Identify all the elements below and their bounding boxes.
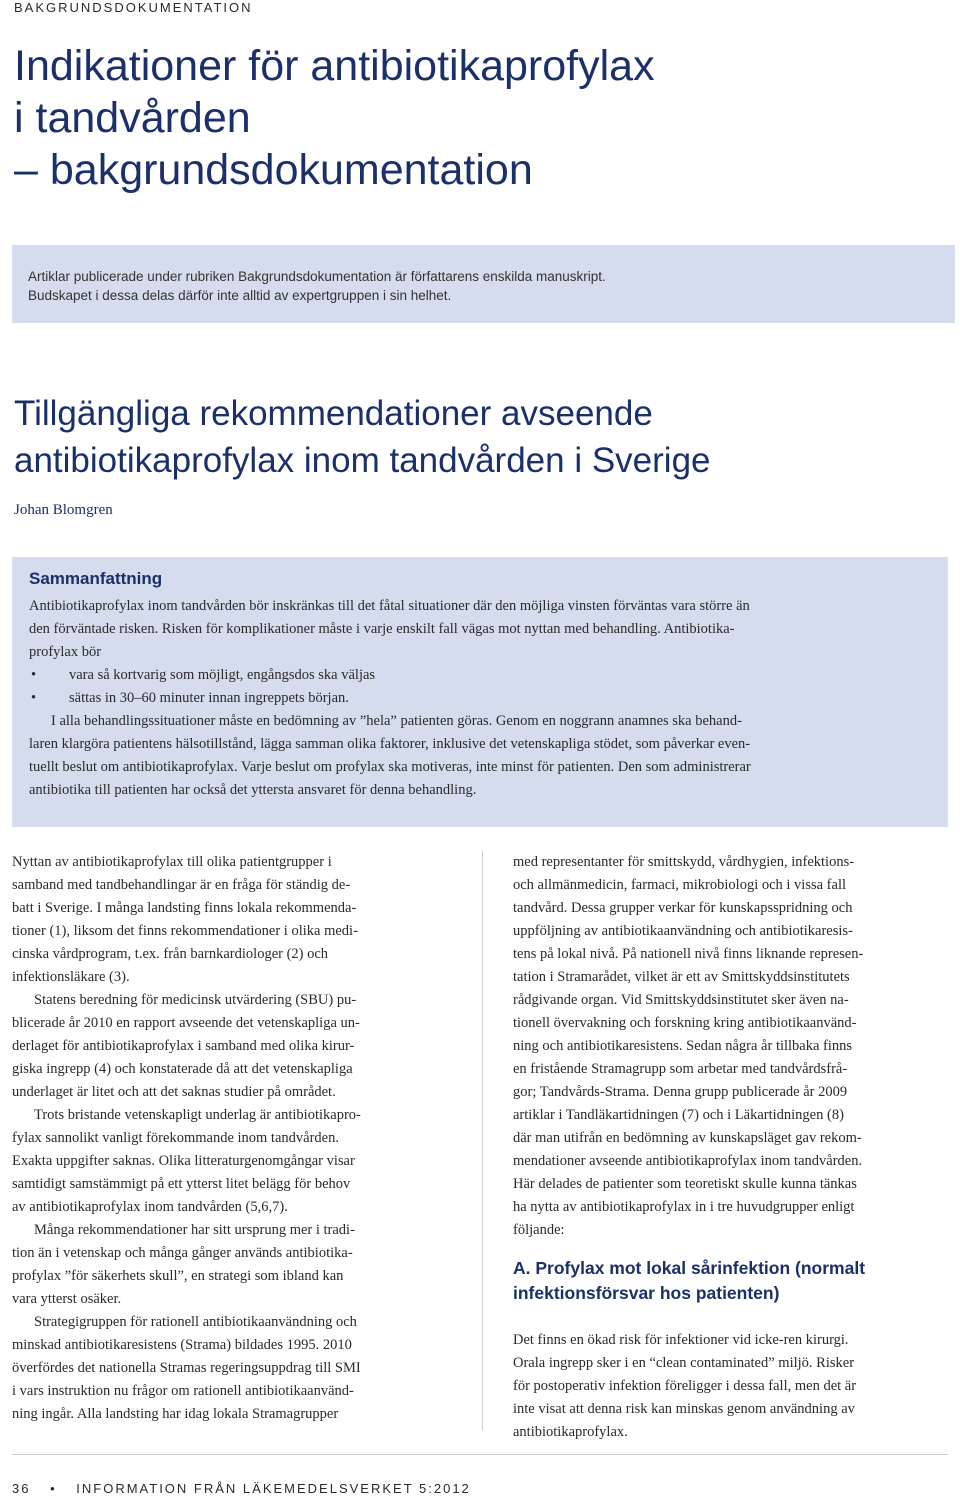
body-line: samtidigt samstämmigt på ett ytterst litet belägg för behov xyxy=(12,1176,351,1192)
body-line: cinska vårdprogram, t.ex. från barnkardiologer (2) och xyxy=(12,946,329,962)
body-line: Många rekommendationer har sitt ursprung mer i tradi- xyxy=(34,1222,355,1238)
summary-line: tuellt beslut om antibiotikaprofylax. Varje beslut om profylax ska motiveras, inte minst för patienten. Den som administrerar xyxy=(29,759,751,775)
body-line: Nyttan av antibiotikaprofylax till olika patientgrupper i xyxy=(12,854,332,870)
summary-line: I alla behandlingssituationer måste en bedömning av ”hela” patienten göras. Genom en noggrann anamnes ska behand- xyxy=(51,713,742,729)
publication-name: INFORMATION FRÅN LÄKEMEDELSVERKET 5:2012 xyxy=(76,1481,471,1496)
body-line: följande: xyxy=(513,1222,565,1238)
body-line: inte visat att denna risk kan minskas genom användning av xyxy=(513,1401,855,1418)
body-line: tation i Stramarådet, vilket är ett av Smittskyddsinstitutets xyxy=(513,969,850,985)
column-divider xyxy=(482,851,483,1431)
body-line: uppföljning av antibiotikaanvändning och antibiotikaresis- xyxy=(513,923,853,939)
body-line: av antibiotikaprofylax inom tandvården (5,6,7). xyxy=(12,1199,288,1215)
body-line: Här delades de patienter som teoretiskt skulle kunna tänkas xyxy=(513,1176,857,1192)
article-title-line: Tillgängliga rekommendationer avseende xyxy=(14,394,653,433)
body-line: vara ytterst osäker. xyxy=(12,1291,122,1307)
body-line: gor; Tandvårds-Strama. Denna grupp publicerade år 2009 xyxy=(513,1084,848,1100)
body-line: artiklar i Tandläkartidningen (7) och i Läkartidningen (8) xyxy=(513,1107,844,1123)
body-line: giska ingrepp (4) och konstaterade då att det vetenskapliga xyxy=(12,1061,353,1077)
summary-line: antibiotika till patienten har också det yttersta ansvaret för denna behandling. xyxy=(29,782,477,798)
body-line: Det finns en ökad risk för infektioner vid icke-ren kirurgi. xyxy=(513,1332,849,1349)
article-title-line: antibiotikaprofylax inom tandvården i Sverige xyxy=(14,441,711,480)
body-line: profylax ”för säkerhets skull”, en strategi som ibland kan xyxy=(12,1268,344,1284)
body-line: Strategigruppen för rationell antibiotikaanvändning och xyxy=(34,1314,357,1330)
main-title-line: – bakgrundsdokumentation xyxy=(14,146,533,194)
body-column-left xyxy=(12,851,448,1426)
disclaimer-box xyxy=(12,245,955,323)
body-line: för postoperativ infektion föreligger i dessa fall, men det är xyxy=(513,1378,857,1395)
body-line: ning och antibiotikaresistens. Sedan några år tillbaka finns xyxy=(513,1038,853,1054)
bullet-text: sättas in 30–60 minuter innan ingreppets början. xyxy=(69,690,349,706)
body-line: Orala ingrepp sker i en “clean contaminated” miljö. Risker xyxy=(513,1355,855,1372)
body-line: tandvård. Dessa grupper verkar för kunskapsspridning och xyxy=(513,900,853,916)
body-line: antibiotikaprofylax. xyxy=(513,1424,628,1441)
summary-bullet-item xyxy=(29,664,939,687)
body-line: Statens beredning för medicinsk utvärdering (SBU) pu- xyxy=(34,992,357,1008)
footer-rule xyxy=(12,1454,948,1455)
body-line: rådgivande organ. Vid Smittskyddsinstitutet sker även na- xyxy=(513,992,849,1008)
body-line: Trots bristande vetenskapligt underlag är antibiotikapro- xyxy=(34,1107,361,1123)
body-line: underlaget är litet och att det saknas studier på området. xyxy=(12,1084,336,1100)
disclaimer-text xyxy=(28,267,928,305)
main-title xyxy=(14,40,914,196)
body-line: tionell övervakning och forskning kring antibiotikaanvänd- xyxy=(513,1015,857,1031)
page-footer xyxy=(12,1481,471,1496)
body-line: mendationer avseende antibiotikaprofylax inom tandvården. xyxy=(513,1153,863,1169)
body-line: blicerade år 2010 en rapport avseende det vetenskapliga un- xyxy=(12,1015,360,1031)
body-line: fylax sannolikt vanligt förekommande inom tandvården. xyxy=(12,1130,339,1146)
disclaimer-line: Budskapet i dessa delas därför inte alltid av expertgruppen i sin helhet. xyxy=(28,288,452,303)
body-line: tens på lokal nivå. På nationell nivå finns liknande represen- xyxy=(513,946,864,962)
body-line: ha nytta av antibiotikaprofylax in i tre huvudgrupper enligt xyxy=(513,1199,855,1215)
article-title xyxy=(14,390,934,484)
body-line: med representanter för smittskydd, vårdhygien, infektions- xyxy=(513,854,855,870)
body-line: batt i Sverige. I många landsting finns lokala rekommenda- xyxy=(12,900,357,916)
bullet-text: vara så kortvarig som möjligt, engångsdos ska väljas xyxy=(69,667,376,683)
body-line: i vars instruktion nu frågor om rationell antibiotikaanvänd- xyxy=(12,1383,354,1399)
summary-line: Antibiotikaprofylax inom tandvården bör inskränkas till det fåtal situationer där den möjliga vinsten förväntas vara större än xyxy=(29,598,750,614)
body-line: samband med tandbehandlingar är en fråga för ständig de- xyxy=(12,877,351,893)
summary-body xyxy=(29,595,939,802)
summary-line: profylax bör xyxy=(29,644,102,660)
bullet-marker: • xyxy=(31,667,37,683)
summary-box xyxy=(12,557,948,827)
body-line: överfördes det nationella Stramas regeringsuppdrag till SMI xyxy=(12,1360,361,1376)
body-line: där man utifrån en bedömning av kunskapsläget gav rekom- xyxy=(513,1130,862,1146)
body-line: minskad antibiotikaresistens (Strama) bildades 1995. 2010 xyxy=(12,1337,352,1353)
body-line: infektionsläkare (3). xyxy=(12,969,130,985)
footer-separator: • xyxy=(50,1481,57,1496)
body-column-right xyxy=(513,851,949,1444)
summary-bullet-item xyxy=(29,687,939,710)
section-label: BAKGRUNDSDOKUMENTATION xyxy=(14,0,253,15)
body-line: ning ingår. Alla landsting har idag lokala Stramagrupper xyxy=(12,1406,339,1422)
main-title-line: Indikationer för antibiotikaprofylax xyxy=(14,42,655,90)
subheading-line: infektionsförsvar hos patienten) xyxy=(513,1283,780,1303)
body-line: derlaget för antibiotikaprofylax i samband med olika kirur- xyxy=(12,1038,355,1054)
summary-heading: Sammanfattning xyxy=(29,569,163,588)
summary-line: laren klargöra patientens hälsotillstånd, lägga samman olika faktorer, inklusive det vetenskapliga stödet, som påverkar even- xyxy=(29,736,751,752)
subheading-line: A. Profylax mot lokal sårinfektion (normalt xyxy=(513,1258,866,1278)
main-title-line: i tandvården xyxy=(14,94,251,142)
body-line: Exakta uppgifter saknas. Olika litteraturgenomgångar visar xyxy=(12,1153,355,1169)
body-line: tion än i vetenskap och många gånger används antibiotika- xyxy=(12,1245,353,1261)
body-line: en fristående Stramagrupp som arbetar med tandvårdsfrå- xyxy=(513,1061,848,1077)
disclaimer-line: Artiklar publicerade under rubriken Bakgrundsdokumentation är författarens enskilda manuskript. xyxy=(28,269,606,284)
body-line: och allmänmedicin, farmaci, mikrobiologi och i vissa fall xyxy=(513,877,847,893)
author-name: Johan Blomgren xyxy=(14,502,113,518)
body-line: tioner (1), liksom det finns rekommendationer i olika medi- xyxy=(12,923,358,939)
page-number: 36 xyxy=(12,1481,31,1496)
section-subheading xyxy=(513,1256,949,1306)
summary-line: den förväntade risken. Risken för komplikationer måste i varje enskilt fall vägas mot nyttan med behandling. Antibiotika- xyxy=(29,621,735,637)
bullet-marker: • xyxy=(31,690,37,706)
